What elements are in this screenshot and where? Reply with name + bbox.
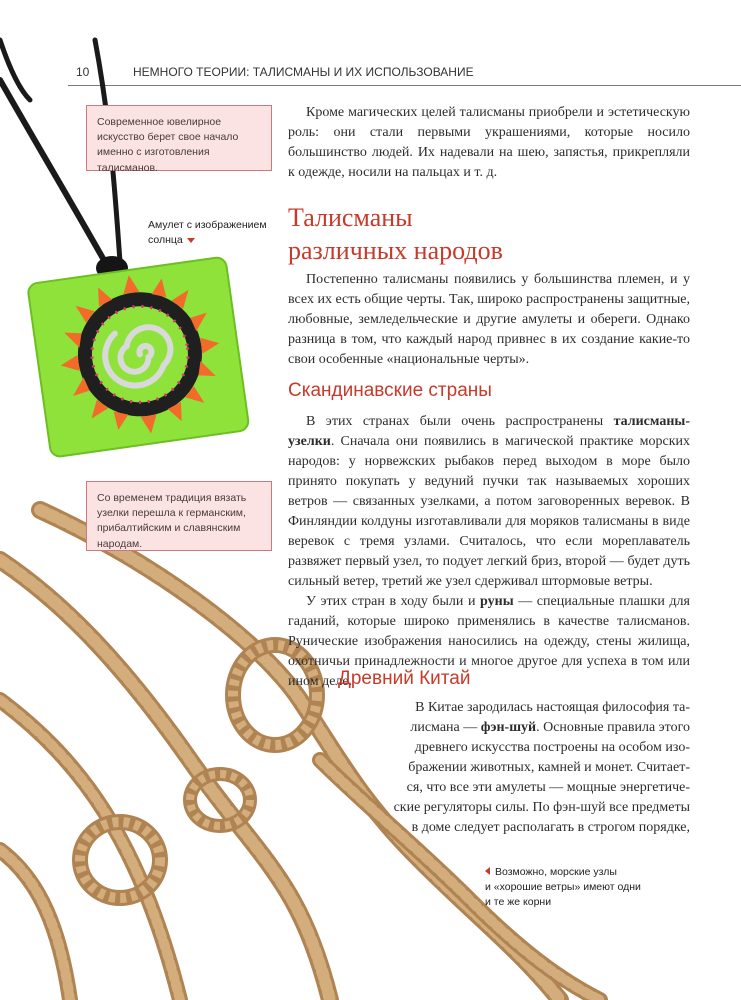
running-title: НЕМНОГО ТЕОРИИ: ТАЛИСМАНЫ И ИХ ИСПОЛЬЗОВАНИЕ xyxy=(133,65,474,79)
section-heading-line2: различных народов xyxy=(288,235,503,265)
amulet-caption-line2: солнца xyxy=(148,234,183,247)
china-line-1: В Китае зародилась настоящая философия та- xyxy=(415,700,690,715)
china-line-4: бражении животных, камней и монет. Считает- xyxy=(408,760,690,776)
china-line-7: в доме следует располагать в строгом порядке, xyxy=(411,820,690,836)
sidebar-note-knots xyxy=(86,481,272,551)
section-heading-china: Древний Китай xyxy=(338,668,471,689)
section-talismans-body xyxy=(288,270,690,370)
section-scandinavia-body xyxy=(288,412,690,692)
rope-caption-line2: и «хорошие ветры» имеют одни xyxy=(485,881,641,894)
sidebar-note-knots-text: Со временем традиция вязать узелки перешла к германским, прибалтийским и славянским народам. xyxy=(97,492,247,550)
china-line-3: древнего искусства построены на особом изо- xyxy=(414,740,690,756)
rope-caption xyxy=(485,865,685,911)
amulet-caption xyxy=(148,218,268,248)
pointer-left-icon xyxy=(485,867,490,875)
pointer-down-icon xyxy=(187,238,195,243)
section-talismans-text: Постепенно талисманы появились у большинства племен, и у всех их есть общие черты. Так, широко распространены защитные, любовные, земледельческие и другие амулеты и обереги. Однако разница в том, что каждый народ привнес в их создание какие-то свои особенные «национальные черты». xyxy=(288,272,690,368)
scandinavia-paragraph-2: У этих стран в ходу были и руны — специальные плашки для гаданий, которые широко применялись в качестве талисманов. Рунические изображения наносились на одежду, стены жилища, охотничьи принадлежности и многое другое для успеха в том или ином деле. xyxy=(288,594,690,690)
section-china-body xyxy=(340,698,690,838)
sidebar-note-jewelry-text: Современное ювелирное искусство берет свое начало именно с изготовления талисманов. xyxy=(97,116,239,174)
section-heading-scandinavia: Скандинавские страны xyxy=(288,380,492,401)
page-number: 10 xyxy=(76,65,90,79)
amulet-caption-line1: Амулет с изображением xyxy=(148,219,267,231)
intro-paragraph xyxy=(288,103,690,183)
china-line-6: ские регуляторы силы. По фэн-шуй все предметы xyxy=(393,800,690,816)
china-line-2: лисмана — фэн-шуй. Основные правила этого xyxy=(410,720,690,736)
term-feng-shui: фэн-шуй xyxy=(480,720,537,736)
section-heading-line1: Талисманы xyxy=(288,203,413,232)
sidebar-note-jewelry xyxy=(86,105,272,174)
china-line-5: ся, что все эти амулеты — мощные энергетиче- xyxy=(406,780,690,796)
section-heading-talismans xyxy=(288,202,688,267)
rope-caption-line1: Возможно, морские узлы xyxy=(495,866,617,878)
scandinavia-paragraph-1: В этих странах были очень распространены талисманы-узелки. Сначала они появились в магической практике морских народов: у норвежских рыбаков перед выходом в море было принято покупать у ведуний пучки так называемых хороших ветров — связанных узелками, а потом заговоренных веревок. В Финляндии колдуны изготавливали для моряков талисманы в виде веревок с тремя узлами. Считалось, что если мореплаватель развяжет первый узел, то подует легкий бриз, второй — будет дуть сильный ветер, третий же узел сдерживал штормовые ветры. xyxy=(288,414,690,590)
intro-text: Кроме магических целей талисманы приобрели и эстетическую роль: они стали первыми украшениями, которые носило большинство людей. Их надевали на шею, запястья, прикрепляли к одежде, носили на пальцах и т. д. xyxy=(288,105,690,181)
rope-caption-line3: и те же корни xyxy=(485,896,552,909)
term-runes: руны xyxy=(480,594,514,610)
sun-amulet xyxy=(27,256,249,457)
term-knot-talismans: талисманы-узелки xyxy=(288,414,690,450)
